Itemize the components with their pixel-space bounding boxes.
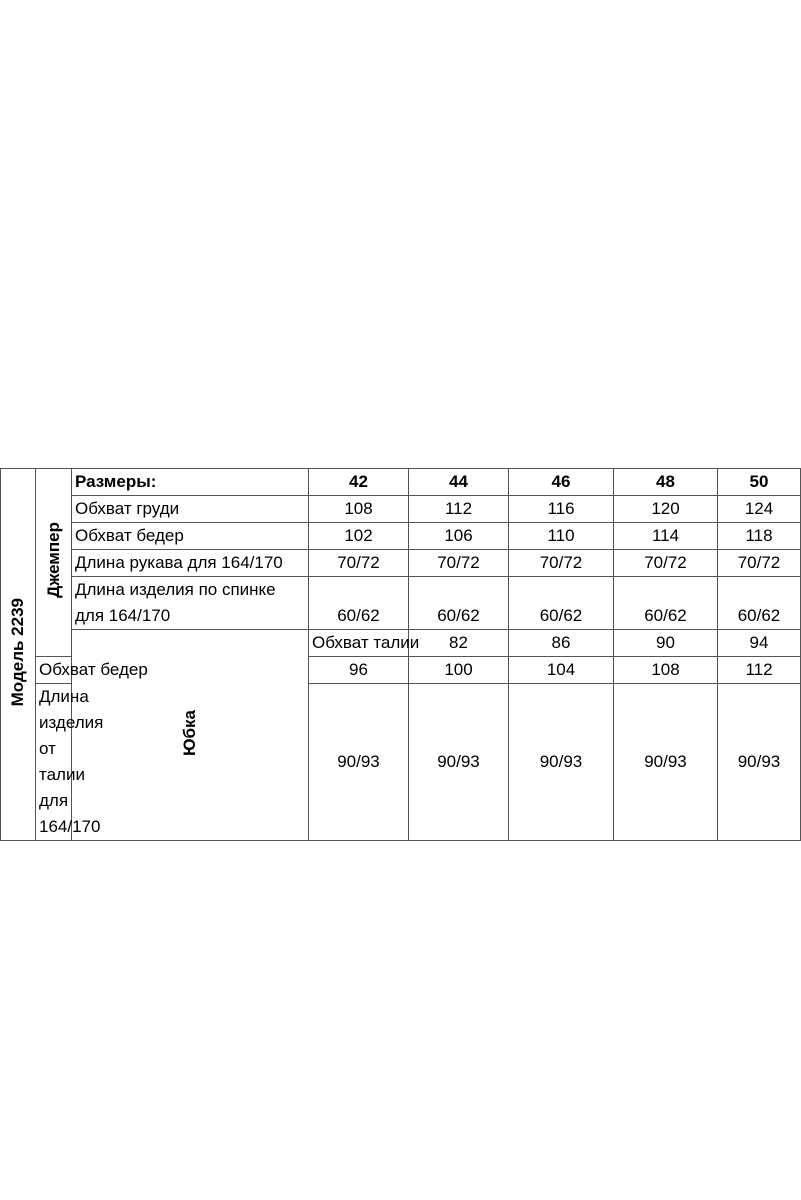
table-cell: 124	[718, 496, 801, 523]
table-cell: 106	[409, 523, 509, 550]
table-cell: 108	[614, 657, 718, 684]
table-cell: 82	[409, 630, 509, 657]
table-cell: 60/62	[409, 577, 509, 630]
jumper-label: Джемпер	[43, 522, 63, 598]
row-label: Длина рукава для 164/170	[72, 550, 309, 577]
skirt-label: Юбка	[180, 709, 199, 756]
table-cell: 70/72	[614, 550, 718, 577]
table-cell: 112	[409, 496, 509, 523]
table-row	[1, 630, 801, 657]
row-label	[36, 684, 104, 841]
table-cell: 70/72	[309, 550, 409, 577]
table-cell: 96	[309, 657, 409, 684]
table-cell: 110	[509, 523, 614, 550]
table-cell: 104	[509, 657, 614, 684]
sizes-header-label: Размеры:	[72, 469, 309, 496]
jumper-section-cell	[36, 469, 72, 657]
table-cell: 90/93	[509, 684, 614, 841]
row-label: Обхват бедер	[72, 523, 309, 550]
header-row	[1, 469, 801, 496]
table-cell: 70/72	[509, 550, 614, 577]
table-cell: 70/72	[409, 550, 509, 577]
table-cell: 90	[614, 630, 718, 657]
row-label: Обхват бедер	[36, 657, 72, 684]
row-label	[72, 577, 309, 630]
table-cell: 86	[509, 630, 614, 657]
model-cell	[1, 469, 36, 841]
table-cell: 60/62	[718, 577, 801, 630]
table-cell: 116	[509, 496, 614, 523]
row-label: Обхват талии	[309, 630, 409, 657]
table-cell: 120	[614, 496, 718, 523]
table-cell: 100	[409, 657, 509, 684]
row-label-line: Длина изделия по спинке	[75, 580, 276, 599]
table-cell: 60/62	[309, 577, 409, 630]
size-header: 50	[718, 469, 801, 496]
table-cell: 114	[614, 523, 718, 550]
table-cell: 118	[718, 523, 801, 550]
size-chart-table	[0, 468, 801, 841]
row-label-line: Длина изделия от талии	[39, 687, 104, 784]
table-cell: 70/72	[718, 550, 801, 577]
table-cell: 60/62	[614, 577, 718, 630]
table-cell: 112	[718, 657, 801, 684]
table-cell: 60/62	[509, 577, 614, 630]
table-cell: 102	[309, 523, 409, 550]
table-cell: 90/93	[718, 684, 801, 841]
row-label-line: для 164/170	[75, 606, 171, 625]
table-cell: 94	[718, 630, 801, 657]
table-cell: 90/93	[309, 684, 409, 841]
size-header: 46	[509, 469, 614, 496]
table-row	[1, 577, 801, 630]
row-label: Обхват груди	[72, 496, 309, 523]
size-header: 48	[614, 469, 718, 496]
table-cell: 90/93	[409, 684, 509, 841]
size-header: 42	[309, 469, 409, 496]
model-label: Модель 2239	[8, 597, 27, 707]
table-cell: 108	[309, 496, 409, 523]
table-cell: 90/93	[614, 684, 718, 841]
size-header: 44	[409, 469, 509, 496]
row-label-line: для 164/170	[39, 791, 101, 836]
table-row	[1, 550, 801, 577]
table-row	[1, 523, 801, 550]
table-row	[1, 496, 801, 523]
